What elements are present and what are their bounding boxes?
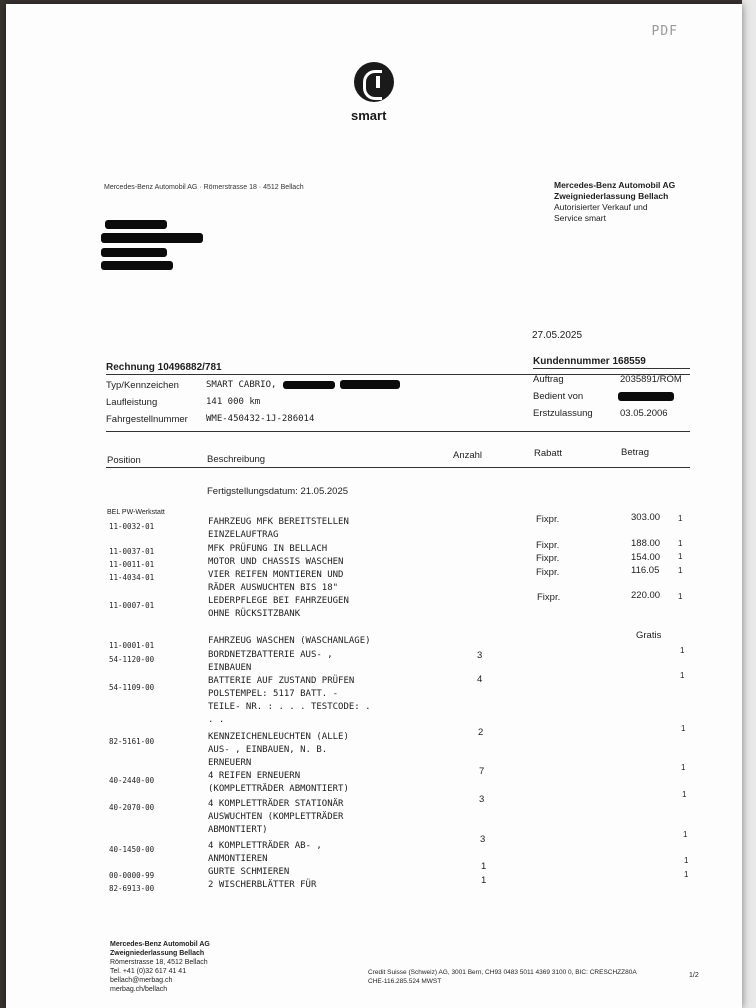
line-flag: 1 bbox=[678, 539, 683, 548]
auftrag-value: 2035891/ROM bbox=[620, 374, 682, 385]
erstzulassung-value: 03.05.2006 bbox=[620, 408, 668, 419]
line-flag: 1 bbox=[678, 566, 683, 575]
line-code: 11-0007-01 bbox=[109, 601, 155, 610]
line-code: 40-2440-00 bbox=[109, 776, 155, 785]
bedient-label: Bedient von bbox=[533, 391, 584, 402]
line-code: 82-5161-00 bbox=[109, 737, 155, 746]
line-desc: GURTE SCHMIEREN bbox=[208, 867, 290, 877]
dealer-name: Mercedes-Benz Automobil AG bbox=[554, 180, 676, 190]
line-desc: VIER REIFEN MONTIEREN UND RÄDER AUSWUCHTEN BIS 18" bbox=[208, 570, 344, 593]
line-qty: 3 bbox=[479, 794, 485, 805]
footer-address: Römerstrasse 18, 4512 Bellach bbox=[110, 959, 208, 966]
line-rabatt: Fixpr. bbox=[536, 514, 560, 525]
line-code: 11-0037-01 bbox=[109, 547, 155, 556]
footer-vat: CHE-116.285.524 MWST bbox=[368, 978, 442, 985]
footer-bank bbox=[368, 968, 637, 986]
redacted-address-line-4 bbox=[101, 261, 173, 270]
typ-label: Typ/Kennzeichen bbox=[106, 380, 179, 391]
page-number: 1/2 bbox=[689, 972, 699, 979]
typ-value: SMART CABRIO, bbox=[206, 380, 277, 390]
line-desc: 4 KOMPLETTRÄDER AB- , ANMONTIEREN bbox=[208, 841, 322, 864]
line-betrag: 220.00 bbox=[631, 590, 661, 601]
vin-value: WME-450432-1J-286014 bbox=[206, 414, 315, 424]
line-desc: BATTERIE AUF ZUSTAND PRÜFEN POLSTEMPEL: 5117 BATT. - TEILE- NR. : . . . TESTCODE: . . . bbox=[208, 676, 371, 725]
line-code: 00-0000-99 bbox=[109, 871, 155, 880]
line-betrag: 154.00 bbox=[631, 552, 661, 563]
line-rabatt: Fixpr. bbox=[536, 553, 560, 564]
line-flag: 1 bbox=[682, 790, 687, 799]
redacted-plate-2 bbox=[340, 380, 400, 389]
km-label: Laufleistung bbox=[106, 397, 158, 408]
erstzulassung-label: Erstzulassung bbox=[533, 408, 593, 419]
section-label: BEL PW-Werkstatt bbox=[107, 509, 165, 516]
dealer-branch: Zweigniederlassung Bellach bbox=[554, 191, 669, 201]
line-qty: 3 bbox=[477, 650, 483, 661]
invoice-number: Rechnung 10496882/781 bbox=[106, 362, 222, 373]
line-desc: LEDERPFLEGE BEI FAHRZEUGEN OHNE RÜCKSITZBANK bbox=[208, 596, 349, 619]
dealer-line3: Autorisierter Verkauf und bbox=[554, 202, 648, 212]
col-beschreibung: Beschreibung bbox=[207, 454, 266, 465]
col-position: Position bbox=[107, 455, 141, 466]
line-flag: 1 bbox=[678, 592, 683, 601]
brand-name: smart bbox=[351, 108, 387, 123]
line-code: 40-2070-00 bbox=[109, 803, 155, 812]
footer-bank-line: Credit Suisse (Schweiz) AG, 3001 Bern, CH93 0483 5011 4369 3100 0, BIC: CRESCHZZ80A bbox=[368, 969, 637, 976]
line-rabatt: Fixpr. bbox=[536, 540, 560, 551]
redacted-plate-1 bbox=[283, 381, 335, 389]
line-desc: BORDNETZBATTERIE AUS- , EINBAUEN bbox=[208, 650, 333, 673]
sender-address-line: Mercedes-Benz Automobil AG · Römerstrasse 18 · 4512 Bellach bbox=[104, 184, 304, 191]
line-code: 11-4034-01 bbox=[109, 573, 155, 582]
redacted-address-line-3 bbox=[101, 248, 167, 257]
line-qty: 7 bbox=[479, 766, 485, 777]
line-desc: 4 REIFEN ERNEUERN (KOMPLETTRÄDER ABMONTIERT) bbox=[208, 771, 349, 794]
line-code: 40-1450-00 bbox=[109, 845, 155, 854]
redacted-address-line-2 bbox=[101, 233, 203, 243]
adjacent-page-edge bbox=[742, 0, 756, 1008]
footer-company bbox=[110, 940, 210, 994]
line-flag: 1 bbox=[680, 646, 685, 655]
invoice-date: 27.05.2025 bbox=[532, 330, 583, 341]
smart-logo-icon bbox=[354, 62, 394, 102]
line-desc: 4 KOMPLETTRÄDER STATIONÄR AUSWUCHTEN (KOMPLETTRÄDER ABMONTIERT) bbox=[208, 799, 344, 835]
line-code: 82-6913-00 bbox=[109, 884, 155, 893]
line-code: 11-0032-01 bbox=[109, 522, 155, 531]
line-flag: 1 bbox=[684, 856, 689, 865]
line-betrag: 303.00 bbox=[631, 512, 661, 523]
divider-header bbox=[106, 467, 690, 468]
customer-number: Kundennummer 168559 bbox=[533, 356, 646, 367]
dealer-block bbox=[554, 180, 675, 224]
line-desc: 2 WISCHERBLÄTTER FÜR bbox=[208, 880, 317, 890]
invoice-page bbox=[6, 4, 742, 1008]
line-code: 11-0001-01 bbox=[109, 641, 155, 650]
line-qty: 1 bbox=[481, 861, 487, 872]
line-rabatt: Fixpr. bbox=[536, 567, 560, 578]
line-desc: MOTOR UND CHASSIS WASCHEN bbox=[208, 557, 344, 567]
line-desc: FAHRZEUG WASCHEN (WASCHANLAGE) bbox=[208, 636, 371, 646]
divider-right-top bbox=[533, 368, 690, 369]
line-flag: 1 bbox=[684, 870, 689, 879]
redacted-bedient bbox=[618, 392, 674, 401]
line-desc: MFK PRÜFUNG IN BELLACH bbox=[208, 544, 328, 554]
col-rabatt: Rabatt bbox=[534, 448, 562, 459]
line-flag: 1 bbox=[683, 830, 688, 839]
line-code: 54-1109-00 bbox=[109, 683, 155, 692]
line-flag: 1 bbox=[681, 724, 686, 733]
divider-top bbox=[106, 374, 690, 375]
line-flag: 1 bbox=[678, 552, 683, 561]
pdf-watermark: PDF bbox=[651, 24, 678, 39]
divider-mid bbox=[106, 431, 690, 432]
line-flag: 1 bbox=[678, 514, 683, 523]
vin-label: Fahrgestellnummer bbox=[106, 414, 188, 425]
line-flag: 1 bbox=[680, 671, 685, 680]
footer-name: Mercedes-Benz Automobil AG bbox=[110, 941, 210, 948]
col-betrag: Betrag bbox=[621, 447, 649, 458]
auftrag-label: Auftrag bbox=[533, 374, 564, 385]
footer-email[interactable]: bellach@merbag.ch bbox=[110, 977, 173, 984]
line-desc: KENNZEICHENLEUCHTEN (ALLE) AUS- , EINBAUEN, N. B. ERNEUERN bbox=[208, 732, 349, 768]
footer-tel: Tel. +41 (0)32 617 41 41 bbox=[110, 968, 187, 975]
line-qty: 4 bbox=[477, 674, 483, 685]
line-desc: FAHRZEUG MFK BEREITSTELLEN EINZELAUFTRAG bbox=[208, 517, 349, 540]
line-code: 54-1120-00 bbox=[109, 655, 155, 664]
line-betrag: Gratis bbox=[636, 630, 662, 641]
footer-branch: Zweigniederlassung Bellach bbox=[110, 950, 205, 957]
line-code: 11-0011-01 bbox=[109, 560, 155, 569]
line-betrag: 188.00 bbox=[631, 538, 661, 549]
dealer-line4: Service smart bbox=[554, 213, 606, 223]
footer-web[interactable]: merbag.ch/bellach bbox=[110, 986, 168, 993]
line-qty: 2 bbox=[478, 727, 484, 738]
line-betrag: 116.05 bbox=[631, 565, 660, 576]
completion-date: Fertigstellungsdatum: 21.05.2025 bbox=[207, 486, 349, 497]
line-flag: 1 bbox=[681, 763, 686, 772]
redacted-address-line-1 bbox=[105, 220, 167, 229]
line-qty: 3 bbox=[480, 834, 486, 845]
km-value: 141 000 km bbox=[206, 397, 261, 407]
col-anzahl: Anzahl bbox=[453, 450, 483, 461]
line-rabatt: Fixpr. bbox=[537, 592, 561, 603]
line-qty: 1 bbox=[481, 875, 487, 886]
